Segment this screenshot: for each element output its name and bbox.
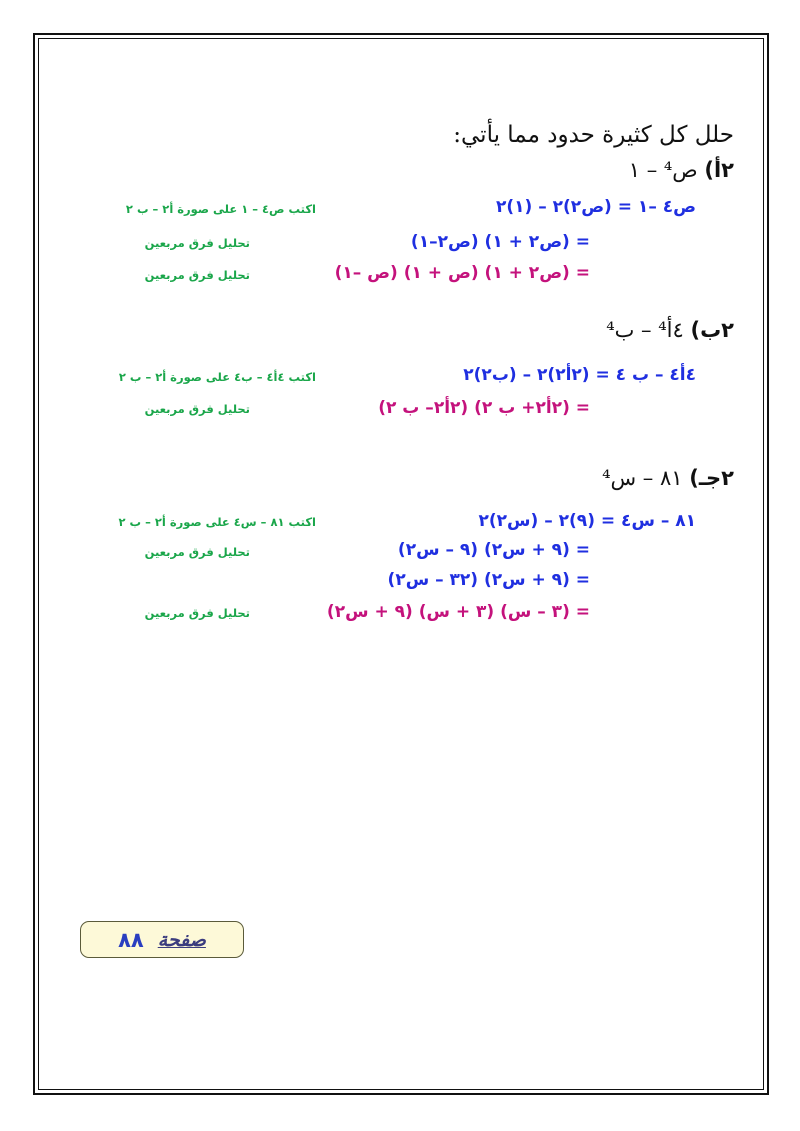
- problem-b-expression: ٤أ⁴ – ب⁴: [606, 318, 684, 342]
- problem-c-note-2: تحليل فرق مربعين: [144, 545, 250, 559]
- problem-b-number: ٢ب): [690, 318, 734, 342]
- problem-a-note-2: تحليل فرق مربعين: [144, 236, 250, 250]
- page-number-badge: [80, 921, 244, 958]
- problem-c-step-3: = (٩ + س٢) (٣٢ – س٢): [387, 570, 590, 590]
- problem-c-step-4: = (٣ – س) (٣ + س) (٩ + س٢): [326, 602, 590, 622]
- problem-b-step-1: ٤أ٤ – ب ٤ = (٢أ٢)٢ – (ب٢)٢: [463, 365, 696, 385]
- problem-c-expression: ٨١ – س⁴: [602, 466, 683, 490]
- problem-b-label: [606, 318, 734, 342]
- problem-c-note-4: تحليل فرق مربعين: [144, 606, 250, 620]
- exercise-heading: حلل كل كثيرة حدود مما يأتي:: [453, 122, 734, 148]
- problem-a-number: ٢أ): [704, 158, 734, 182]
- problem-c-note-1: اكتب ٨١ – س٤ على صورة أ٢ – ب ٢: [118, 515, 316, 529]
- problem-b-note-2: تحليل فرق مربعين: [144, 402, 250, 416]
- page-word: صفحة: [157, 928, 206, 951]
- problem-a-expression: ص⁴ – ١: [628, 158, 698, 182]
- problem-c-number: ٢جـ): [689, 466, 734, 490]
- problem-c-step-2: = (٩ + س٢) (٩ – س٢): [397, 540, 590, 560]
- problem-a-note-1: اكتب ص٤ – ١ على صورة أ٢ – ب ٢: [125, 202, 316, 216]
- problem-a-step-3: = (ص٢ + ١) (ص + ١) (ص –١): [334, 263, 590, 283]
- problem-a-note-3: تحليل فرق مربعين: [144, 268, 250, 282]
- problem-b-note-1: اكتب ٤أ٤ – ب٤ على صورة أ٢ – ب ٢: [118, 370, 316, 384]
- problem-a-step-2: = (ص٢ + ١) (ص٢–١): [410, 232, 590, 252]
- problem-a-label: [629, 158, 734, 182]
- problem-b-step-2: = (٢أ٢+ ب ٢) (٢أ٢– ب ٢): [378, 398, 590, 418]
- page-number: ٨٨: [118, 927, 144, 952]
- problem-a-step-1: ص٤ –١ = (ص٢)٢ – (١)٢: [495, 197, 696, 217]
- problem-c-step-1: ٨١ – س٤ = (٩)٢ – (س٢)٢: [478, 511, 696, 531]
- problem-c-label: [602, 466, 734, 490]
